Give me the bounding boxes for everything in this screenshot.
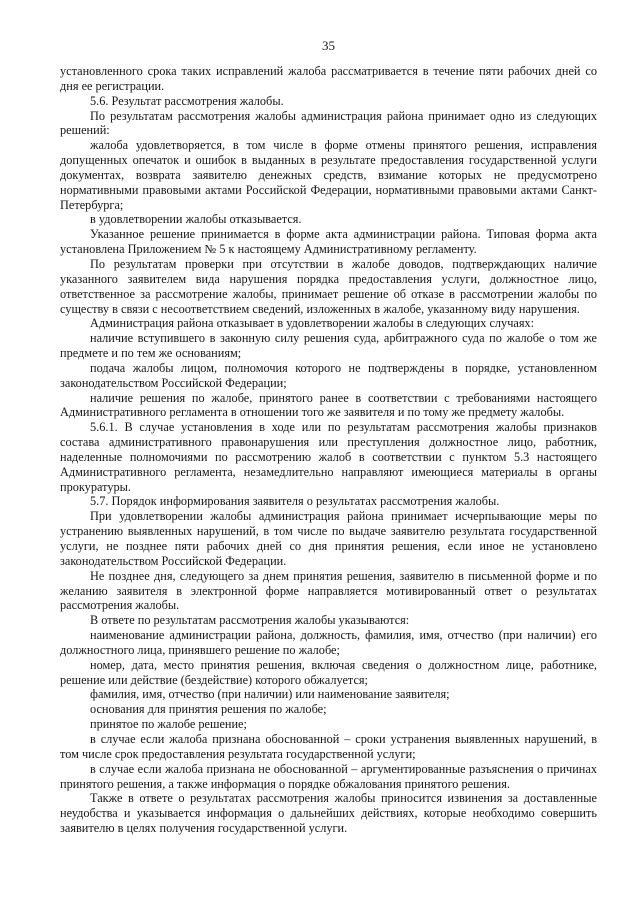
paragraph-20: основания для принятия решения по жалобе; xyxy=(90,702,327,717)
page-number: 35 xyxy=(322,38,335,53)
paragraph-6: Указанное решение принимается в форме акта администрации района. Типовая форма акта установлена Приложением № 5 к настоящему Административному регламенту. xyxy=(60,227,597,257)
paragraph-22: в случае если жалоба признана обоснованной – сроки устранения выявленных нарушений, в том числе срок предоставления результата государственной услуги; xyxy=(60,731,597,761)
paragraph-7: По результатам проверки при отсутствии в жалобе доводов, подтверждающих наличие указанного заявителем вида нарушения порядка предоставления услуги, должностное лицо, ответственное за рассмотрение жалобы, принимает решение об отказе в рассмотрении жалобы по существу в связи с несоответствием сведений, изложенных в жалобе, указанному виду нарушения. xyxy=(60,256,597,316)
paragraph-9: наличие вступившего в законную силу решения суда, арбитражного суда по жалобе о том же предмете и по тем же основаниям; xyxy=(60,331,597,361)
section-5-6-1: 5.6.1. В случае установления в ходе или по результатам рассмотрения жалобы признаков состава административного правонарушения или преступления должностное лицо, работник, наделенные полномочиями по рассмотрению жалоб в соответствии с пунктом 5.3 настоящего Административного регламента, незамедлительно направляют имеющиеся материалы в органы прокуратуры. xyxy=(60,420,597,494)
paragraph-4: жалоба удовлетворяется, в том числе в форме отмены принятого решения, исправления допущенных опечаток и ошибок в выданных в результате предоставления государственной услуги документах, возврата заявителю денежных средств, взимание которых не предусмотрено нормативными правовыми актами Российской Федерации, нормативными правовыми актами Санкт-Петербурга; xyxy=(60,138,597,212)
paragraph-19: фамилия, имя, отчество (при наличии) или наименование заявителя; xyxy=(90,687,450,702)
section-heading-5-6: 5.6. Результат рассмотрения жалобы. xyxy=(90,93,284,108)
paragraph-8: Администрация района отказывает в удовлетворении жалобы в следующих случаях: xyxy=(90,316,535,331)
paragraph-5: в удовлетворении жалобы отказывается. xyxy=(90,212,302,227)
section-heading-5-7: 5.7. Порядок информирования заявителя о результатах рассмотрения жалобы. xyxy=(90,494,500,509)
paragraph-11: наличие решения по жалобе, принятого ранее в соответствии с требованиями настоящего Административного регламента в отношении того же заявителя и по тому же предмету жалобы. xyxy=(60,390,597,420)
paragraph-21: принятое по жалобе решение; xyxy=(90,717,247,732)
document-page xyxy=(60,0,597,836)
paragraph-3: По результатам рассмотрения жалобы администрация района принимает одно из следующих решений: xyxy=(60,108,597,138)
paragraph-24: Также в ответе о результатах рассмотрения жалобы приносится извинения за доставленные неудобства и указывается информация о дальнейших действиях, которые необходимо совершить заявителю в целях получения государственной услуги. xyxy=(60,791,597,836)
paragraph-17: наименование администрации района, должность, фамилия, имя, отчество (при наличии) его должностного лица, принявшего решение по жалобе; xyxy=(60,628,597,657)
paragraph-14: При удовлетворении жалобы администрация района принимает исчерпывающие меры по устранению выявленных нарушений, в том числе по выдаче заявителю результата государственной услуги, не позднее пяти рабочих дней со дня принятия решения, если иное не установлено законодательством Российской Федерации. xyxy=(60,509,597,568)
paragraph-18: номер, дата, место принятия решения, включая сведения о должностном лице, работнике, решение или действие (бездействие) которого обжалуется; xyxy=(60,657,597,687)
paragraph-15: Не позднее дня, следующего за днем принятия решения, заявителю в письменной форме и по желанию заявителя в электронной форме направляется мотивированный ответ о результатах рассмотрения жалобы. xyxy=(60,568,597,613)
paragraph-1: установленного срока таких исправлений жалоба рассматривается в течение пяти рабочих дней со дня ее регистрации. xyxy=(60,64,597,93)
paragraph-16: В ответе по результатам рассмотрения жалобы указываются: xyxy=(90,613,410,628)
paragraph-10: подача жалобы лицом, полномочия которого не подтверждены в порядке, установленном законодательством Российской Федерации; xyxy=(60,360,597,390)
paragraph-23: в случае если жалоба признана не обоснованной – аргументированные разъяснения о причинах принятого решения, а также информация о порядке обжалования принятого решения. xyxy=(60,761,597,791)
